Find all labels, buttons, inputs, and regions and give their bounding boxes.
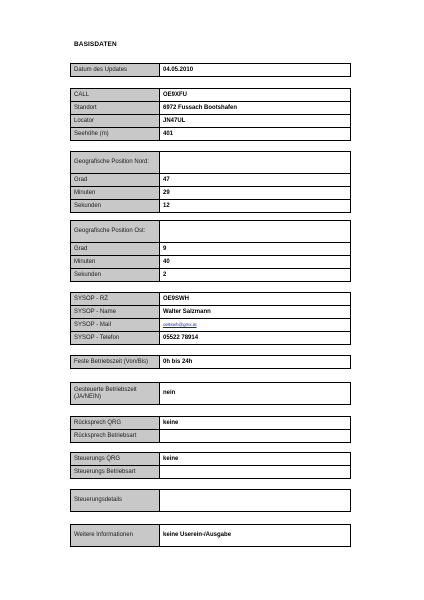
row-label: Feste Betriebszeit (Von/Bis) [71, 356, 160, 369]
table-row [71, 221, 351, 243]
row-value: 29 [160, 187, 351, 200]
row-value: 0h bis 24h [160, 356, 351, 369]
table-row [71, 466, 351, 479]
table-row [71, 490, 351, 512]
row-label: Grad [71, 243, 160, 256]
row-value: 04.05.2010 [160, 64, 351, 77]
row-label: Steuerungsdetails [71, 490, 160, 512]
row-label: Standort [71, 102, 160, 115]
row-value [160, 490, 351, 512]
row-label: Rücksprech Betriebsart [71, 430, 160, 443]
table-row [71, 256, 351, 269]
row-value: 12 [160, 200, 351, 213]
table-row [71, 293, 351, 306]
table-row [71, 306, 351, 319]
row-label: Locator [71, 115, 160, 128]
row-value: 40 [160, 256, 351, 269]
row-value: 9 [160, 243, 351, 256]
table-row [71, 89, 351, 102]
row-value: nein [160, 383, 351, 405]
row-label: Steuerungs QRG [71, 453, 160, 466]
station-table [70, 88, 351, 141]
table-row [71, 319, 351, 332]
row-value [160, 319, 351, 332]
row-value [160, 221, 351, 243]
table-row [71, 174, 351, 187]
table-row [71, 417, 351, 430]
row-label: Minuten [71, 256, 160, 269]
table-row [71, 383, 351, 405]
control-channel-table [70, 452, 351, 479]
row-value: keine Userein-/Ausgabe [160, 525, 351, 547]
table-row [71, 430, 351, 443]
row-value: OE9XFU [160, 89, 351, 102]
row-label: Gesteuerte Betriebszeit (JA/NEIN) [71, 383, 160, 405]
row-value: Walter Salzmann [160, 306, 351, 319]
table-row [71, 269, 351, 282]
row-label: Minuten [71, 187, 160, 200]
row-value: 05522 78914 [160, 332, 351, 345]
row-value: keine [160, 453, 351, 466]
row-label: Geografische Position Ost: [71, 221, 160, 243]
row-label: Datum des Updates [71, 64, 160, 77]
further-info-table [70, 524, 351, 547]
position-east-table [70, 220, 351, 282]
table-row [71, 525, 351, 547]
table-row [71, 332, 351, 345]
row-label: Geografische Position Nord: [71, 152, 160, 174]
row-value: keine [160, 417, 351, 430]
table-row [71, 453, 351, 466]
row-label: Seehöhe (m) [71, 128, 160, 141]
row-value: 47 [160, 174, 351, 187]
row-label: CALL [71, 89, 160, 102]
row-label: Sekunden [71, 200, 160, 213]
update-table [70, 63, 351, 77]
table-row [71, 200, 351, 213]
row-value [160, 430, 351, 443]
table-row [71, 152, 351, 174]
row-label: Weitere Informationen [71, 525, 160, 547]
table-row [71, 115, 351, 128]
sysop-table [70, 292, 351, 345]
row-label: Rücksprech QRG [71, 417, 160, 430]
table-row [71, 243, 351, 256]
table-row [71, 102, 351, 115]
return-channel-table [70, 416, 351, 443]
fixed-operating-time-table [70, 355, 351, 369]
row-label: SYSOP - Name [71, 306, 160, 319]
row-value: 6972 Fussach Bootshafen [160, 102, 351, 115]
row-label: Grad [71, 174, 160, 187]
row-label: SYSOP - RZ [71, 293, 160, 306]
row-value: OE9SWH [160, 293, 351, 306]
control-details-table [70, 489, 351, 512]
table-row [71, 356, 351, 369]
table-row [71, 128, 351, 141]
table-row [71, 64, 351, 77]
position-north-table [70, 151, 351, 213]
row-value [160, 152, 351, 174]
row-value [160, 466, 351, 479]
table-row [71, 187, 351, 200]
controlled-operating-time-table [70, 382, 351, 405]
row-label: SYSOP - Telefon [71, 332, 160, 345]
row-label: Sekunden [71, 269, 160, 282]
sysop-mail-link[interactable]: oe9swh@gmx.at [163, 322, 197, 327]
row-label: Steuerungs Betriebsart [71, 466, 160, 479]
row-label: SYSOP - Mail [71, 319, 160, 332]
row-value: 2 [160, 269, 351, 282]
row-value: JN47UL [160, 115, 351, 128]
row-value: 401 [160, 128, 351, 141]
page-title: BASISDATEN [74, 41, 117, 48]
